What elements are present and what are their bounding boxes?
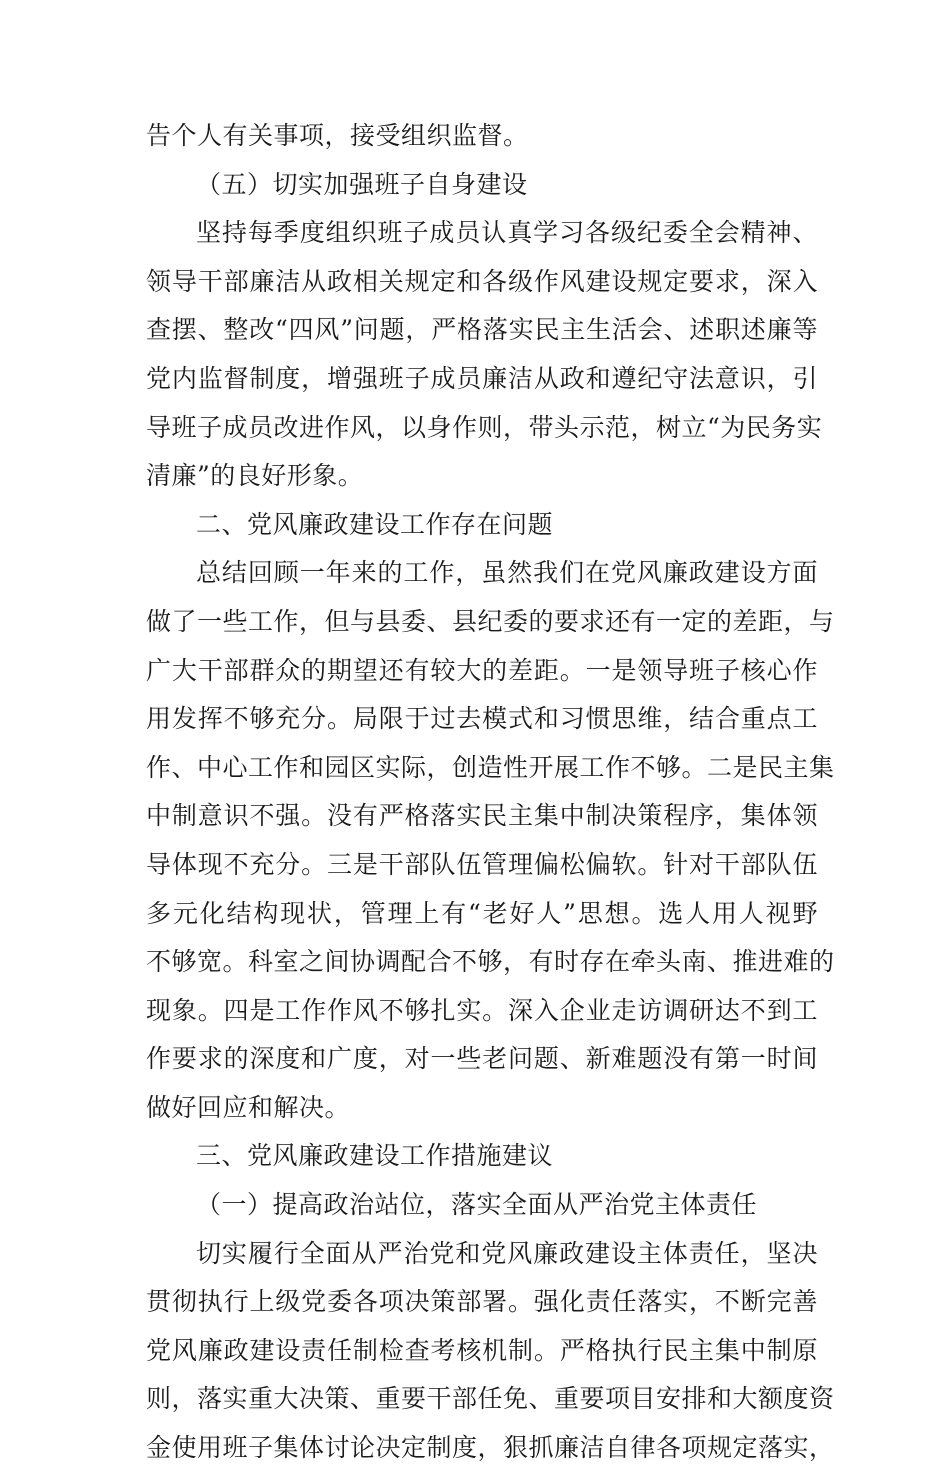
document-page xyxy=(146,112,835,1473)
text-line: 党内监督制度，增强班子成员廉洁从政和遵纪守法意识，引 xyxy=(146,363,818,393)
text-line: 多元化结构现状，管理上有“老好人”思想。选人用人视野 xyxy=(146,898,818,928)
text-line: 切实履行全面从严治党和党风廉政建设主体责任，坚决 xyxy=(196,1238,818,1268)
text-line: 不够宽。科室之间协调配合不够，有时存在牵头南、推进难的 xyxy=(146,947,835,977)
text-line: 作、中心工作和园区实际，创造性开展工作不够。二是民主集 xyxy=(146,752,835,782)
text-line: 总结回顾一年来的工作，虽然我们在党风廉政建设方面 xyxy=(196,558,818,588)
text-line: 广大干部群众的期望还有较大的差距。一是领导班子核心作 xyxy=(146,655,818,685)
text-line: 党风廉政建设责任制检查考核机制。严格执行民主集中制原 xyxy=(146,1335,818,1365)
text-line: 做好回应和解决。 xyxy=(146,1092,351,1122)
text-line: 现象。四是工作作风不够扎实。深入企业走访调研达不到工 xyxy=(146,995,818,1025)
text-line: 则，落实重大决策、重要干部任免、重要项目安排和大额度资 xyxy=(146,1384,835,1414)
text-line: 导体现不充分。三是干部队伍管理偏松偏软。针对干部队伍 xyxy=(146,849,818,879)
text-line: 坚持每季度组织班子成员认真学习各级纪委全会精神、 xyxy=(196,218,818,248)
text-line: 告个人有关事项，接受组织监督。 xyxy=(146,121,529,150)
text-line: 领导干部廉洁从政相关规定和各级作风建设规定要求，深入 xyxy=(146,266,818,296)
text-line: 金使用班子集体讨论决定制度，狠抓廉洁自律各项规定落实， xyxy=(146,1433,835,1463)
text-line: 清廉”的良好形象。 xyxy=(146,461,364,491)
text-line: 中制意识不强。没有严格落实民主集中制决策程序，集体领 xyxy=(146,801,818,831)
text-line: 做了一些工作，但与县委、县纪委的要求还有一定的差距，与 xyxy=(146,606,835,636)
text-line: 导班子成员改进作风，以身作则，带头示范，树立“为民务实 xyxy=(146,412,823,442)
text-line: 查摆、整改“四风”问题，严格落实民主生活会、述职述廉等 xyxy=(146,315,818,345)
subsection-heading: （一）提高政治站位，落实全面从严治党主体责任 xyxy=(196,1190,758,1220)
section-heading: 二、党风廉政建设工作存在问题 xyxy=(196,509,554,539)
text-line: 用发挥不够充分。局限于过去模式和习惯思维，结合重点工 xyxy=(146,704,818,734)
section-heading: （五）切实加强班子自身建设 xyxy=(196,169,528,199)
section-heading: 三、党风廉政建设工作措施建议 xyxy=(196,1141,554,1171)
text-line: 贯彻执行上级党委各项决策部署。强化责任落实，不断完善 xyxy=(146,1287,818,1317)
text-line: 作要求的深度和广度，对一些老问题、新难题没有第一时间 xyxy=(146,1044,818,1074)
